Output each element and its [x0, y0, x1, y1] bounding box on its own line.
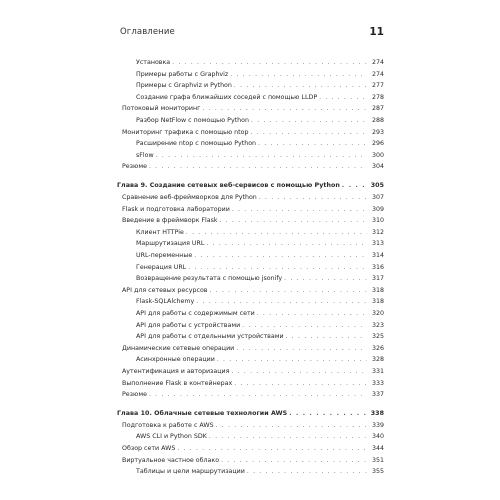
dot-leader — [257, 308, 367, 320]
toc-entry — [117, 150, 384, 162]
dot-leader — [217, 354, 367, 366]
dot-leader — [234, 80, 367, 92]
toc-entry — [117, 331, 384, 343]
dot-leader — [221, 455, 367, 467]
toc-entry-page-number: 317 — [371, 275, 384, 283]
toc-section-chapter-8-continued — [117, 57, 384, 173]
dot-leader — [230, 69, 367, 81]
dot-leader — [149, 389, 367, 401]
toc-entry-page-number: 355 — [371, 468, 384, 476]
toc-entry — [117, 250, 384, 262]
toc-entry-label: Flask-SQLAlchemy — [136, 298, 195, 306]
toc-entry — [117, 138, 384, 150]
toc-entry-label: Клиент HTTPie — [136, 228, 184, 236]
dot-leader — [251, 115, 367, 127]
toc-entry — [117, 308, 384, 320]
dot-leader — [209, 431, 367, 443]
dot-leader — [251, 127, 368, 139]
dot-leader — [259, 192, 367, 204]
dot-leader — [188, 262, 367, 274]
toc-entry — [117, 343, 384, 355]
toc-entry-page-number: 300 — [371, 151, 384, 159]
toc-entry-label: Flask и подготовка лаборатории — [122, 205, 230, 213]
dot-leader — [220, 215, 367, 227]
toc-entry-label: Разбор NetFlow с помощью Python — [136, 116, 249, 124]
toc-entry — [117, 285, 384, 297]
toc-entry-label: API для сетевых ресурсов — [122, 286, 208, 294]
dot-leader — [172, 57, 367, 69]
toc-entry — [117, 431, 384, 443]
toc-entry-label: sFlow — [136, 151, 154, 159]
toc-entry — [117, 420, 384, 432]
toc-entry-page-number: 278 — [371, 93, 384, 101]
toc-entry-label: Примеры с Graphviz и Python — [136, 82, 232, 90]
toc-entry — [117, 215, 384, 227]
dot-leader — [156, 150, 367, 162]
toc-entry — [117, 466, 384, 478]
page-number: 11 — [369, 26, 384, 38]
toc-entry — [117, 273, 384, 285]
toc-entry-label: Аутентификация и авторизация — [122, 367, 230, 375]
toc-entry-label: Установка — [136, 59, 171, 66]
section-gap — [117, 401, 384, 409]
toc-entry — [117, 161, 384, 173]
toc-entry — [117, 103, 384, 115]
toc-entry-page-number: 307 — [371, 194, 384, 202]
toc-entry-label: Возвращение результата с помощью jsonify — [136, 275, 283, 283]
toc-entry-label: Виртуальное частное облако — [122, 456, 220, 464]
toc-entry-page-number: 313 — [371, 240, 384, 248]
dot-leader — [284, 273, 367, 285]
toc-entry-page-number: 340 — [371, 433, 384, 441]
toc-entry — [117, 366, 384, 378]
toc-section-chapter-10 — [117, 408, 384, 478]
toc-entry-label: AWS CLI и Python SDK — [136, 433, 207, 441]
dot-leader — [202, 103, 367, 115]
toc-entry-label: API для работы с содержимым сети — [136, 309, 255, 317]
toc-entry-page-number: 304 — [371, 163, 384, 171]
toc-entry-page-number: 326 — [371, 344, 384, 352]
dot-leader — [242, 320, 367, 332]
toc-entry-page-number: 277 — [371, 82, 384, 90]
toc-entry-page-number: 337 — [371, 391, 384, 399]
toc-entry-page-number: 293 — [371, 128, 384, 136]
toc-entry-page-number: 320 — [371, 309, 384, 317]
toc-entry-page-number: 274 — [371, 70, 384, 78]
toc-entry-page-number: 339 — [371, 421, 384, 429]
toc-entry-page-number: 323 — [371, 321, 384, 329]
toc-entry — [117, 57, 384, 69]
dot-leader — [289, 408, 367, 420]
dot-leader — [319, 92, 367, 104]
dot-leader — [286, 331, 367, 343]
toc-entry-page-number: 331 — [371, 367, 384, 375]
toc-entry-page-number: 310 — [371, 217, 384, 225]
toc-entry-page-number: 333 — [371, 379, 384, 387]
toc-entry — [117, 115, 384, 127]
toc-entry-label: Динамические сетевые операции — [122, 344, 235, 352]
toc-entry-label: Маршрутизация URL — [136, 240, 205, 248]
toc-entry — [117, 127, 384, 139]
table-of-contents — [117, 57, 384, 478]
toc-entry — [117, 296, 384, 308]
dot-leader — [210, 285, 367, 297]
page-header — [120, 27, 384, 41]
toc-entry — [117, 204, 384, 216]
dot-leader — [186, 227, 367, 239]
toc-entry-page-number: 274 — [371, 59, 384, 66]
toc-entry-label: Асинхронные операции — [136, 356, 215, 364]
toc-entry-page-number: 351 — [371, 456, 384, 464]
dot-leader — [258, 138, 367, 150]
toc-chapter-entry — [117, 180, 384, 192]
toc-chapter-entry — [117, 408, 384, 420]
toc-entry-label: Примеры работы с Graphviz — [136, 70, 229, 78]
section-gap — [117, 173, 384, 181]
toc-entry — [117, 455, 384, 467]
toc-entry-page-number: 338 — [370, 410, 384, 418]
dot-leader — [196, 296, 367, 308]
toc-entry — [117, 80, 384, 92]
toc-entry-label: Глава 9. Создание сетевых веб-сервисов с помощью Python — [117, 182, 340, 190]
toc-entry — [117, 69, 384, 81]
toc-entry-label: Генерация URL — [136, 263, 187, 271]
toc-entry — [117, 238, 384, 250]
toc-entry — [117, 262, 384, 274]
toc-entry-label: Введение в фреймворк Flask — [122, 217, 218, 225]
toc-entry-page-number: 312 — [371, 228, 384, 236]
running-header-title: Оглавление — [120, 27, 175, 37]
toc-entry-label: Резюме — [122, 163, 147, 171]
dot-leader — [236, 343, 367, 355]
toc-entry-label: Создание графа ближайших соседей с помощью LLDP — [136, 93, 318, 101]
toc-entry-label: Подготовка к работе с AWS — [122, 421, 214, 429]
toc-entry — [117, 227, 384, 239]
toc-entry-page-number: 309 — [371, 205, 384, 213]
dot-leader — [234, 378, 367, 390]
dot-leader — [206, 238, 367, 250]
dot-leader — [216, 420, 367, 432]
toc-entry — [117, 192, 384, 204]
toc-entry — [117, 378, 384, 390]
toc-entry-label: Сравнение веб-фреймворков для Python — [122, 194, 257, 202]
toc-entry-label: Глава 10. Облачные сетевые технологии AWS — [117, 410, 288, 418]
dot-leader — [177, 443, 367, 455]
toc-section-chapter-9 — [117, 180, 384, 400]
toc-entry-page-number: 288 — [371, 116, 384, 124]
dot-leader — [342, 180, 367, 192]
toc-entry-page-number: 325 — [371, 333, 384, 341]
toc-entry-label: Резюме — [122, 391, 147, 399]
toc-entry — [117, 389, 384, 401]
dot-leader — [247, 466, 367, 478]
toc-entry-page-number: 344 — [371, 445, 384, 452]
toc-entry-page-number: 296 — [371, 140, 384, 148]
toc-entry — [117, 92, 384, 104]
toc-entry-label: Потоковый мониторинг — [122, 105, 201, 113]
toc-entry-page-number: 305 — [370, 182, 384, 190]
toc-entry-label: URL-переменные — [136, 252, 193, 259]
toc-entry-label: API для работы с отдельными устройствами — [136, 333, 284, 341]
toc-entry — [117, 354, 384, 366]
toc-entry-label: Мониторинг трафика с помощью ntop — [122, 128, 249, 136]
dot-leader — [232, 204, 367, 216]
toc-entry — [117, 320, 384, 332]
dot-leader — [231, 366, 367, 378]
toc-entry-page-number: 318 — [371, 298, 384, 306]
toc-entry-page-number: 318 — [371, 286, 384, 294]
dot-leader — [194, 250, 367, 262]
toc-entry-label: Выполнение Flask в контейнерах — [122, 379, 233, 387]
toc-entry-label: API для работы с устройствами — [136, 321, 241, 329]
toc-entry-label: Обзор сети AWS — [122, 445, 176, 452]
toc-entry-page-number: 314 — [371, 252, 384, 259]
toc-entry-page-number: 328 — [371, 356, 384, 364]
toc-entry — [117, 443, 384, 455]
toc-entry-page-number: 316 — [371, 263, 384, 271]
dot-leader — [149, 161, 367, 173]
toc-entry-label: Расширение ntop с помощью Python — [136, 140, 257, 148]
toc-entry-page-number: 287 — [371, 105, 384, 113]
toc-entry-label: Таблицы и цели маршрутизации — [136, 468, 245, 476]
